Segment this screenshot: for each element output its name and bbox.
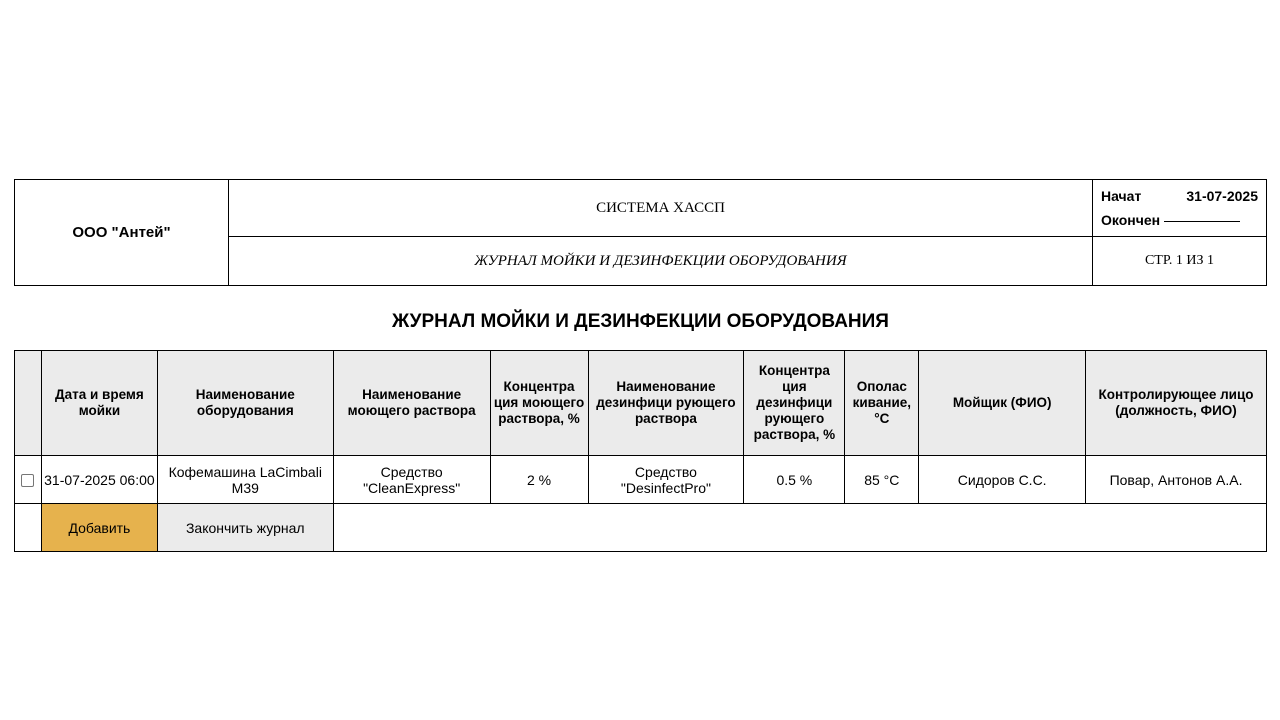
column-header: Контролирующее лицо (должность, ФИО)	[1086, 351, 1267, 456]
finished-date-blank	[1164, 208, 1240, 222]
cell-datetime: 31-07-2025 06:00	[41, 456, 157, 504]
cell-detergent-concentration: 2 %	[490, 456, 588, 504]
column-header: Концентра ция дезинфици рующего раствора, %	[744, 351, 845, 456]
cell-disinfectant: Средство "DesinfectPro"	[588, 456, 744, 504]
row-checkbox[interactable]	[21, 474, 34, 487]
cell-rinse-temperature: 85 °C	[845, 456, 919, 504]
column-header: Наименование оборудования	[157, 351, 333, 456]
journal-dates	[1093, 180, 1267, 237]
actions-spacer	[15, 504, 42, 552]
system-name: СИСТЕМА ХАССП	[229, 180, 1093, 237]
column-header: Наименование моющего раствора	[333, 351, 490, 456]
column-header: Наименование дезинфици рующего раствора	[588, 351, 744, 456]
finished-label: Окончен	[1101, 212, 1161, 228]
column-header: Ополас кивание, °C	[845, 351, 919, 456]
cell-disinfectant-concentration: 0.5 %	[744, 456, 845, 504]
actions-row	[15, 504, 1267, 552]
started-label: Начат	[1101, 188, 1142, 204]
column-header: Мойщик (ФИО)	[919, 351, 1086, 456]
row-select-cell	[15, 456, 42, 504]
cell-detergent: Средство "CleanExpress"	[333, 456, 490, 504]
column-header: Концентра ция моющего раствора, %	[490, 351, 588, 456]
cell-controller: Повар, Антонов А.А.	[1086, 456, 1267, 504]
finish-journal-button[interactable]: Закончить журнал	[157, 504, 333, 552]
column-header: Дата и время мойки	[41, 351, 157, 456]
started-date: 31-07-2025	[1186, 188, 1258, 204]
log-table	[14, 350, 1267, 552]
add-button[interactable]: Добавить	[41, 504, 157, 552]
journal-subtitle: ЖУРНАЛ МОЙКИ И ДЕЗИНФЕКЦИИ ОБОРУДОВАНИЯ	[229, 237, 1093, 286]
actions-empty-area	[333, 504, 1266, 552]
table-row	[15, 456, 1267, 504]
journal-header	[14, 179, 1267, 286]
column-header-select	[15, 351, 42, 456]
page-indicator: СТР. 1 ИЗ 1	[1093, 237, 1267, 286]
organization-name: ООО "Антей"	[15, 180, 229, 286]
table-header-row	[15, 351, 1267, 456]
cell-washer: Сидоров С.С.	[919, 456, 1086, 504]
page-title: ЖУРНАЛ МОЙКИ И ДЕЗИНФЕКЦИИ ОБОРУДОВАНИЯ	[392, 311, 889, 332]
cell-equipment: Кофемашина LaCimbali M39	[157, 456, 333, 504]
